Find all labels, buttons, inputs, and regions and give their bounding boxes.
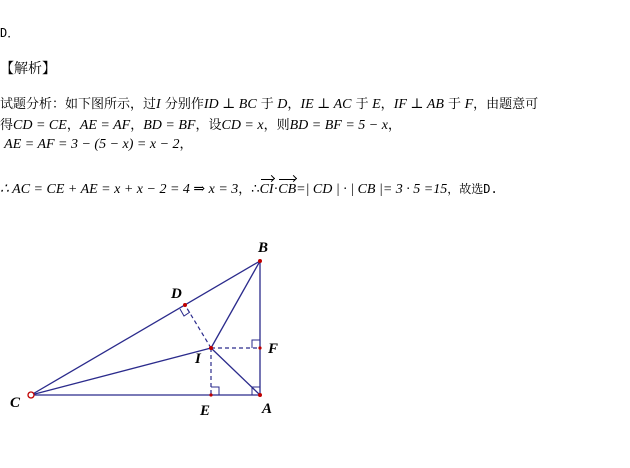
- analysis-line-1: [0, 97, 538, 113]
- point-f-ref: F: [461, 97, 474, 112]
- perp-id-bc: ID ⊥ BC: [203, 97, 257, 112]
- text-fragment: ，设: [195, 118, 222, 133]
- perp-id: [185, 305, 211, 348]
- point-c: [28, 392, 34, 398]
- text-fragment: ，: [287, 97, 301, 112]
- label-b: B: [258, 240, 269, 256]
- point-e-ref: E: [368, 97, 381, 112]
- equation-cd-x: CD = x: [221, 118, 264, 133]
- text-fragment: 分别作: [160, 97, 204, 112]
- point-f: [258, 346, 261, 349]
- text-fragment: 于: [351, 97, 369, 112]
- equation-ae-af: AE = AF: [79, 118, 131, 133]
- analysis-line-2: [0, 118, 401, 134]
- text-fragment: ，则: [263, 118, 290, 133]
- side-cb: [31, 261, 260, 395]
- answer-text: [0, 25, 19, 41]
- label-f: F: [268, 341, 279, 357]
- section-title: 【解析】: [0, 61, 56, 77]
- text-fragment: ，: [179, 137, 193, 152]
- label-c: C: [10, 395, 21, 411]
- equation-ae-af-x-2: AE = AF = 3 − (5 − x) = x − 2: [4, 137, 180, 152]
- point-b: [258, 259, 262, 263]
- point-i: [209, 346, 213, 350]
- segment-ci: [31, 348, 211, 395]
- analysis-line-3: [0, 137, 193, 153]
- point-d: [183, 303, 187, 307]
- equation-dot-product: =| CD | · | CB |= 3 · 5 =15: [296, 182, 448, 197]
- conclusion-text: ，故选D.: [447, 182, 498, 196]
- text-fragment: ，: [380, 97, 394, 112]
- label-a: A: [262, 401, 273, 417]
- text-fragment: 于: [256, 97, 274, 112]
- equation-cd-ce: CD = CE: [13, 118, 67, 133]
- point-a: [258, 393, 262, 397]
- text-fragment: ，∴: [238, 182, 260, 197]
- dot-operator: ·: [273, 182, 279, 197]
- text-fragment: ，: [387, 118, 401, 133]
- perp-ie-ac: IE ⊥ AC: [300, 97, 352, 112]
- vector-cb: CB: [278, 182, 297, 197]
- point-d-ref: D: [273, 97, 288, 112]
- point-i-ref: I: [156, 97, 161, 112]
- label-i: I: [195, 351, 201, 367]
- equation-bd-bf-5-x: BD = BF = 5 − x: [289, 118, 388, 133]
- label-d: D: [171, 286, 182, 302]
- text-fragment: ，由题意可: [473, 97, 539, 112]
- segment-ai: [211, 348, 260, 395]
- triangle-figure: [0, 220, 630, 468]
- equation-bd-bf: BD = BF: [143, 118, 196, 133]
- text-fragment: 于: [443, 97, 462, 112]
- right-angle-f: [252, 340, 260, 348]
- answer-label: D．: [0, 26, 20, 40]
- text-fragment: 得: [0, 118, 14, 133]
- analysis-intro: 试题分析：如下图所示，过: [0, 97, 157, 112]
- point-e: [209, 393, 212, 396]
- vector-ci: CI: [259, 182, 274, 197]
- right-angle-e: [211, 387, 219, 395]
- text-fragment: ，: [130, 118, 144, 133]
- segment-bi: [211, 261, 260, 348]
- label-e: E: [200, 403, 211, 419]
- perp-if-ab: IF ⊥ AB: [393, 97, 444, 112]
- text-fragment: ，: [66, 118, 80, 133]
- analysis-line-4: [0, 181, 498, 198]
- equation-ac-solve: ∴ AC = CE + AE = x + x − 2 = 4 ⇒ x = 3: [0, 182, 239, 197]
